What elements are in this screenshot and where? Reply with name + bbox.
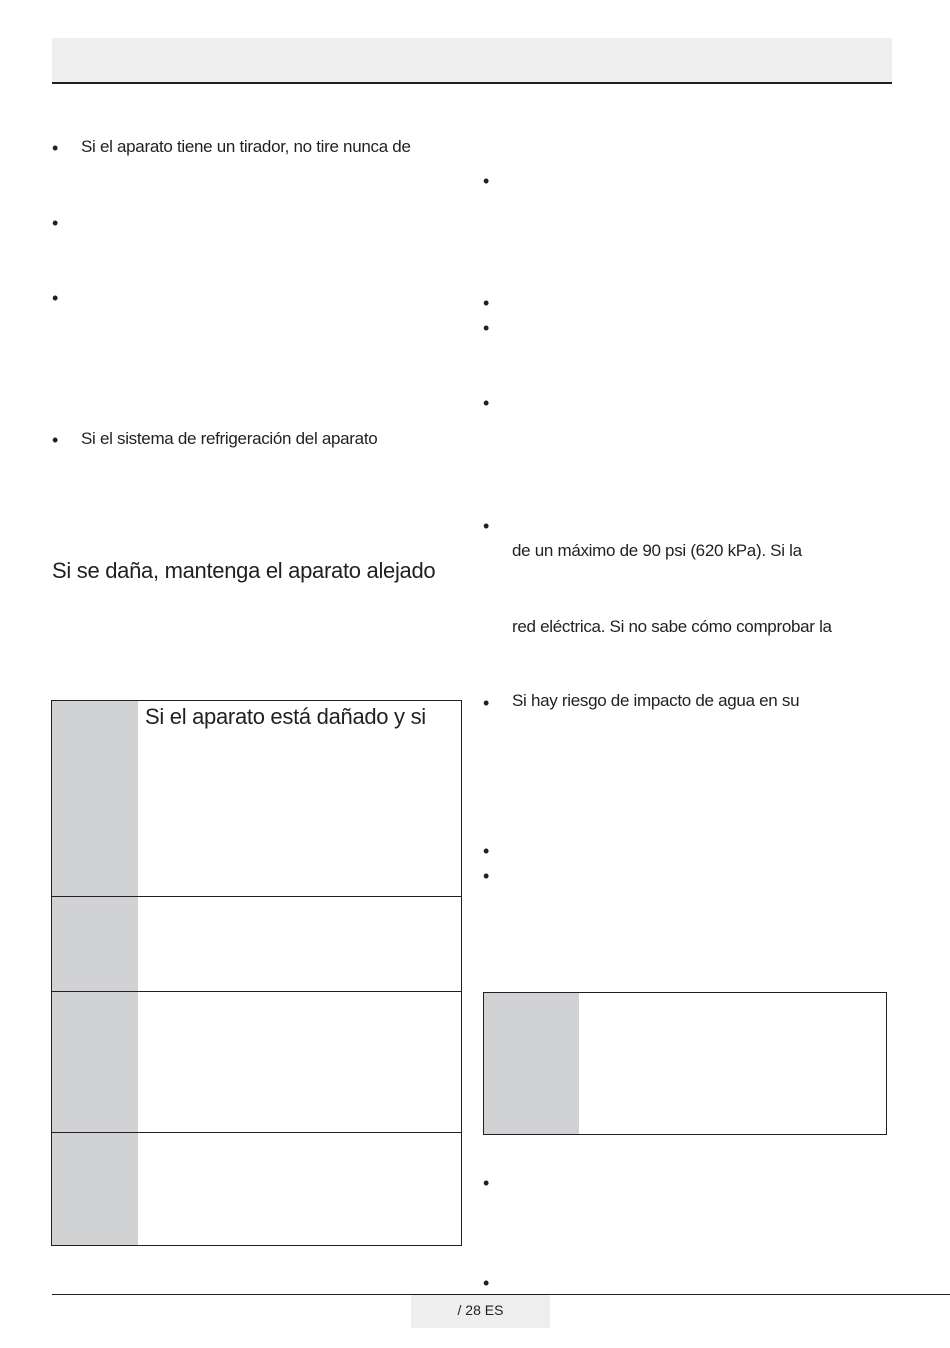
- bullet: •: [483, 171, 490, 191]
- bullet: •: [483, 516, 490, 536]
- table-row-divider: [52, 896, 461, 897]
- list-item-handle: Si el aparato tiene un tirador, no tire nunca de: [81, 137, 411, 156]
- bullet: •: [483, 866, 490, 886]
- bullet: •: [52, 213, 59, 233]
- note-box: [483, 992, 887, 1135]
- bullet: •: [483, 293, 490, 313]
- bullet: •: [52, 430, 59, 450]
- note-box-side: [484, 993, 579, 1134]
- safety-table: [51, 700, 462, 1246]
- bullet: •: [483, 393, 490, 413]
- table-row-divider: [52, 991, 461, 992]
- header-bar: [52, 38, 892, 84]
- warning-heading: Si se daña, mantenga el aparato alejado: [52, 558, 436, 583]
- bullet: •: [483, 841, 490, 861]
- page-number: / 28 ES: [411, 1295, 550, 1328]
- list-item-cooling-system: Si el sistema de refrigeración del aparato: [81, 429, 378, 448]
- bullet: •: [483, 318, 490, 338]
- bullet: •: [483, 1273, 490, 1293]
- text-line-pressure: de un máximo de 90 psi (620 kPa). Si la: [512, 541, 802, 560]
- bullet: •: [483, 1173, 490, 1193]
- table-side-column: [52, 701, 138, 1245]
- bullet: •: [52, 138, 59, 158]
- bullet: •: [483, 693, 490, 713]
- text-line-electrical: red eléctrica. Si no sabe cómo comprobar la: [512, 617, 832, 636]
- table-first-cell-text: Si el aparato está dañado y si: [145, 704, 426, 729]
- table-row-divider: [52, 1132, 461, 1133]
- bullet: •: [52, 288, 59, 308]
- list-item-water-impact: Si hay riesgo de impacto de agua en su: [512, 691, 800, 710]
